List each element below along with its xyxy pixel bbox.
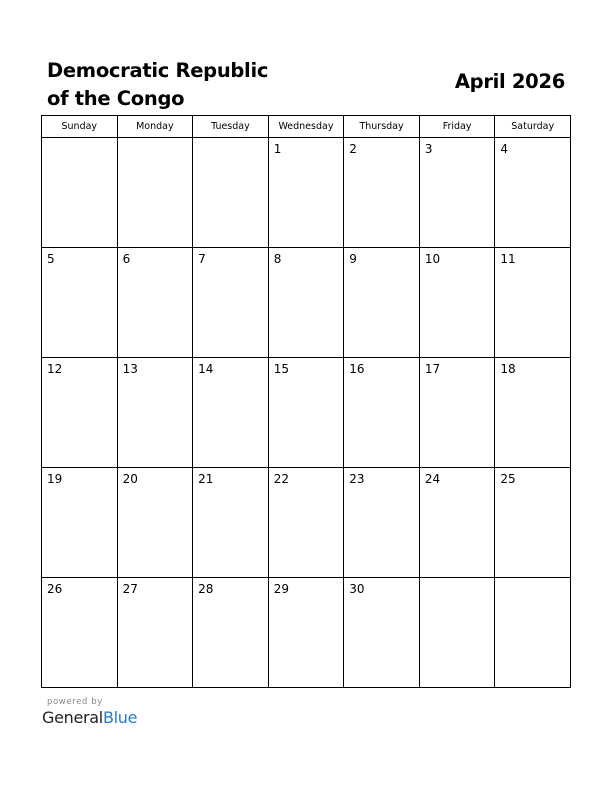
day-cell [495, 578, 571, 688]
day-cell [268, 578, 344, 688]
calendar-grid [41, 115, 571, 688]
day-number: 2 [349, 142, 357, 156]
day-cell [268, 468, 344, 578]
day-number: 28 [198, 582, 214, 596]
day-number: 12 [47, 362, 63, 376]
day-number: 20 [122, 472, 138, 486]
day-cell [193, 138, 269, 248]
day-cell [193, 468, 269, 578]
day-cell [193, 248, 269, 358]
day-cell [344, 248, 420, 358]
day-number: 11 [500, 252, 516, 266]
day-number: 16 [349, 362, 365, 376]
powered-by-label: powered by [47, 697, 103, 707]
day-number: 19 [47, 472, 63, 486]
day-number [118, 138, 193, 142]
logo-text-blue: Blue [102, 708, 138, 727]
country-title [47, 57, 307, 113]
day-number: 9 [349, 252, 357, 266]
week-row [42, 468, 571, 578]
day-cell [344, 138, 420, 248]
day-cell [419, 358, 495, 468]
day-number: 27 [122, 582, 138, 596]
day-cell [419, 578, 495, 688]
day-number: 23 [349, 472, 365, 486]
day-number: 4 [500, 142, 509, 156]
weekday-sunday: Sunday [42, 116, 118, 138]
day-number: 26 [47, 582, 63, 596]
country-title-line2: of the Congo [47, 87, 185, 110]
weekday-saturday: Saturday [495, 116, 571, 138]
generalblue-logo[interactable] [42, 708, 137, 727]
day-number: 13 [122, 362, 138, 376]
weekday-monday: Monday [117, 116, 193, 138]
day-number: 22 [273, 472, 289, 486]
week-row [42, 138, 571, 248]
weekday-wednesday: Wednesday [268, 116, 344, 138]
day-cell [419, 248, 495, 358]
day-cell [42, 578, 118, 688]
day-cell [117, 468, 193, 578]
day-number: 18 [500, 362, 516, 376]
week-row [42, 578, 571, 688]
day-number: 10 [424, 252, 441, 266]
day-cell [344, 578, 420, 688]
day-cell [117, 578, 193, 688]
weekday-header-row [42, 116, 571, 138]
weekday-friday: Friday [419, 116, 495, 138]
day-number: 1 [273, 142, 282, 156]
day-number [495, 578, 570, 582]
day-number: 21 [198, 472, 214, 486]
day-cell [42, 358, 118, 468]
day-number: 6 [122, 252, 131, 266]
day-cell [117, 138, 193, 248]
day-cell [419, 138, 495, 248]
day-cell [495, 248, 571, 358]
day-number: 29 [273, 582, 289, 596]
day-number: 24 [424, 472, 441, 486]
day-number: 3 [424, 142, 433, 156]
day-cell [268, 138, 344, 248]
weekday-thursday: Thursday [344, 116, 420, 138]
day-cell [117, 248, 193, 358]
day-cell [42, 248, 118, 358]
day-cell [268, 358, 344, 468]
day-cell [495, 138, 571, 248]
day-cell [193, 578, 269, 688]
weekday-tuesday: Tuesday [193, 116, 269, 138]
day-cell [193, 358, 269, 468]
day-number: 7 [198, 252, 206, 266]
day-cell [268, 248, 344, 358]
week-row [42, 248, 571, 358]
day-cell [117, 358, 193, 468]
day-cell [495, 468, 571, 578]
week-row [42, 358, 571, 468]
day-number: 15 [273, 362, 289, 376]
day-cell [42, 468, 118, 578]
day-cell [344, 358, 420, 468]
day-cell [419, 468, 495, 578]
country-title-line1: Democratic Republic [47, 59, 269, 82]
day-cell [42, 138, 118, 248]
day-cell [344, 468, 420, 578]
day-number [42, 138, 117, 142]
day-number: 17 [424, 362, 441, 376]
day-number [193, 138, 268, 142]
day-number: 14 [198, 362, 214, 376]
day-cell [495, 358, 571, 468]
day-number: 25 [500, 472, 516, 486]
day-number: 30 [349, 582, 365, 596]
day-number [420, 578, 495, 582]
logo-text-general: General [42, 708, 103, 727]
day-number: 5 [47, 252, 55, 266]
month-year-title: April 2026 [454, 70, 565, 93]
day-number: 8 [273, 252, 282, 266]
